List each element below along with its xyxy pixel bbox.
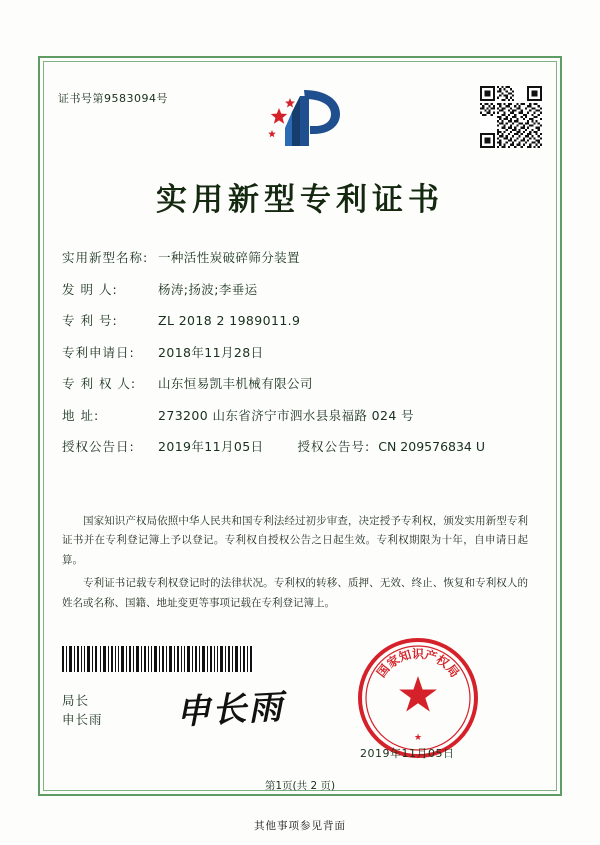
field-row-application-date bbox=[62, 345, 532, 360]
svg-text:局: 局 bbox=[443, 661, 462, 680]
field-label: 授权公告日: bbox=[62, 439, 135, 454]
field-row-address bbox=[62, 408, 532, 423]
handwritten-signature: 申长雨 bbox=[175, 687, 286, 733]
field-row-name bbox=[62, 250, 532, 265]
legal-paragraph-2: 专利证书记载专利权登记时的法律状况。专利权的转移、质押、无效、终止、恢复和专利权人的姓名或名称、国籍、地址变更等事项记载在专利登记簿上。 bbox=[62, 577, 528, 609]
signature-role-label: 局长 bbox=[62, 693, 90, 708]
svg-text:产: 产 bbox=[423, 647, 439, 665]
field-value: ZL 2018 2 1989011.9 bbox=[158, 313, 301, 328]
field-label: 地 址: bbox=[62, 407, 100, 423]
field-value: 2019年11月05日 bbox=[158, 439, 264, 454]
certificate-fields bbox=[62, 250, 532, 471]
field-label: 专 利 权 人: bbox=[62, 376, 137, 391]
svg-text:★: ★ bbox=[413, 733, 423, 743]
field-row-inventor bbox=[62, 282, 532, 297]
field-label: 实用新型名称: bbox=[62, 250, 149, 265]
barcode bbox=[62, 646, 254, 672]
svg-text:国: 国 bbox=[374, 661, 393, 680]
field-value: 2018年11月28日 bbox=[158, 344, 264, 360]
cnipa-emblem-icon bbox=[252, 82, 348, 154]
signature-name: 申长雨 bbox=[62, 711, 103, 727]
page-title: 实用新型专利证书 bbox=[156, 182, 444, 218]
official-seal bbox=[356, 636, 480, 760]
seal-date: 2019年11月05日 bbox=[360, 747, 455, 760]
qr-code bbox=[480, 86, 542, 148]
field-value: 山东恒易凯丰机械有限公司 bbox=[158, 376, 313, 391]
certificate-number: 证书号第9583094号 bbox=[58, 92, 168, 105]
field-value: 一种活性炭破碎筛分装置 bbox=[158, 250, 300, 265]
svg-text:识: 识 bbox=[411, 647, 425, 661]
field-row-patentee bbox=[62, 376, 532, 391]
legal-paragraph-1: 国家知识产权局依照中华人民共和国专利法经过初步审查，决定授予专利权，颁发实用新型专利证书并在专利登记簿上予以登记。专利权自授权公告之日起生效。专利权期限为十年，自申请日起算。 bbox=[62, 515, 528, 566]
field-row-grant bbox=[62, 439, 532, 454]
field-row-patent-number bbox=[62, 313, 532, 328]
signature-block bbox=[62, 692, 103, 730]
page-indicator: 第1页(共 2 页) bbox=[264, 780, 336, 792]
field-value-secondary: CN 209576834 U bbox=[378, 439, 486, 454]
svg-text:权: 权 bbox=[433, 652, 452, 671]
field-value: 273200 山东省济宁市泗水县泉福路 024 号 bbox=[158, 407, 414, 423]
field-label: 专利申请日: bbox=[62, 344, 135, 360]
svg-text:知: 知 bbox=[397, 647, 413, 665]
field-label: 发 明 人: bbox=[62, 281, 118, 297]
legal-text bbox=[62, 512, 528, 617]
field-label: 专 利 号: bbox=[62, 313, 118, 328]
field-label-secondary: 授权公告号: bbox=[297, 439, 371, 454]
svg-text:家: 家 bbox=[384, 652, 403, 671]
footer-note: 其他事项参见背面 bbox=[254, 820, 346, 832]
field-value: 杨涛;扬波;李垂运 bbox=[158, 281, 258, 297]
